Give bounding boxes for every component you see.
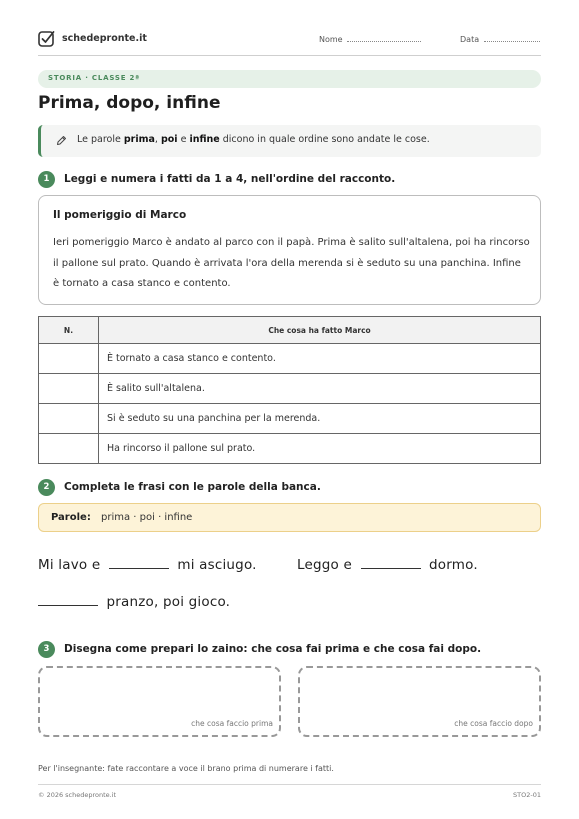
date-line	[484, 35, 540, 42]
exercise-1-number: 1	[38, 171, 55, 188]
table-header-row	[39, 317, 541, 344]
table-row	[39, 344, 541, 374]
event-cell: Si è seduto su una panchina per la merenda.	[99, 404, 541, 434]
subject-tag	[38, 70, 541, 88]
column-header-event: Che cosa ha fatto Marco	[99, 317, 541, 344]
date-label: Data	[460, 35, 480, 44]
name-label: Nome	[319, 35, 343, 44]
table-row	[39, 404, 541, 434]
answer-blank[interactable]	[109, 559, 169, 569]
exercise-2-number: 2	[38, 479, 55, 496]
number-cell[interactable]	[39, 434, 99, 464]
answer-blank[interactable]	[38, 596, 98, 606]
teacher-note: Per l'insegnante: fate raccontare a voce il brano prima di numerare i fatti.	[38, 764, 334, 773]
page-title: Prima, dopo, infine	[38, 93, 221, 113]
story-title: Il pomeriggio di Marco	[53, 209, 187, 221]
word-bank	[38, 503, 541, 532]
number-cell[interactable]	[39, 344, 99, 374]
answer-blank[interactable]	[361, 559, 421, 569]
table-row	[39, 434, 541, 464]
pencil-icon	[56, 135, 67, 146]
event-cell: Ha rincorso il pallone sul prato.	[99, 434, 541, 464]
page-header	[38, 30, 541, 56]
sentence-2: Leggo e dormo.	[297, 557, 478, 573]
footer-code: STO2-01	[513, 791, 541, 799]
name-field[interactable]	[319, 35, 421, 44]
story-text: Ieri pomeriggio Marco è andato al parco con il papà. Prima è salito sull'altalena, poi ha rincorso il pallone sul prato. Quando è arrivata l'ora della merenda si è seduto su una panchina. Infine è tornato a casa stanco e contento.	[53, 237, 530, 289]
brand-name: schedepronte.it	[62, 33, 147, 44]
exercise-3-number: 3	[38, 641, 55, 658]
event-cell: È tornato a casa stanco e contento.	[99, 344, 541, 374]
date-field[interactable]	[460, 35, 540, 44]
sentence-3: pranzo, poi gioco.	[38, 594, 230, 610]
column-header-number: N.	[39, 317, 99, 344]
event-cell: È salito sull'altalena.	[99, 374, 541, 404]
drawing-box-after[interactable]	[298, 666, 541, 737]
word-bank-words: prima · poi · infine	[101, 512, 193, 523]
ordering-table	[38, 316, 541, 464]
word-bank-label: Parole:	[51, 512, 91, 523]
story-box	[38, 195, 541, 305]
exercise-2-instruction: Completa le frasi con le parole della banca.	[64, 481, 321, 493]
name-line	[347, 35, 421, 42]
footer-divider	[38, 784, 541, 785]
info-box	[38, 125, 541, 157]
table-row	[39, 374, 541, 404]
subject-tag-label: STORIA · CLASSE 2ª	[48, 74, 140, 82]
drawing-box-after-label: che cosa faccio dopo	[454, 719, 533, 728]
exercise-1-instruction: Leggi e numera i fatti da 1 a 4, nell'ordine del racconto.	[64, 173, 396, 185]
number-cell[interactable]	[39, 374, 99, 404]
checkbox-logo-icon	[38, 30, 55, 48]
sentence-1: Mi lavo e mi asciugo.	[38, 557, 257, 573]
number-cell[interactable]	[39, 404, 99, 434]
footer-copyright: © 2026 schedepronte.it	[38, 791, 117, 799]
drawing-box-before-label: che cosa faccio prima	[191, 719, 273, 728]
info-text: Le parole prima, poi e infine dicono in quale ordine sono andate le cose.	[77, 134, 430, 145]
drawing-box-before[interactable]	[38, 666, 281, 737]
exercise-3-instruction: Disegna come prepari lo zaino: che cosa fai prima e che cosa fai dopo.	[64, 643, 482, 655]
